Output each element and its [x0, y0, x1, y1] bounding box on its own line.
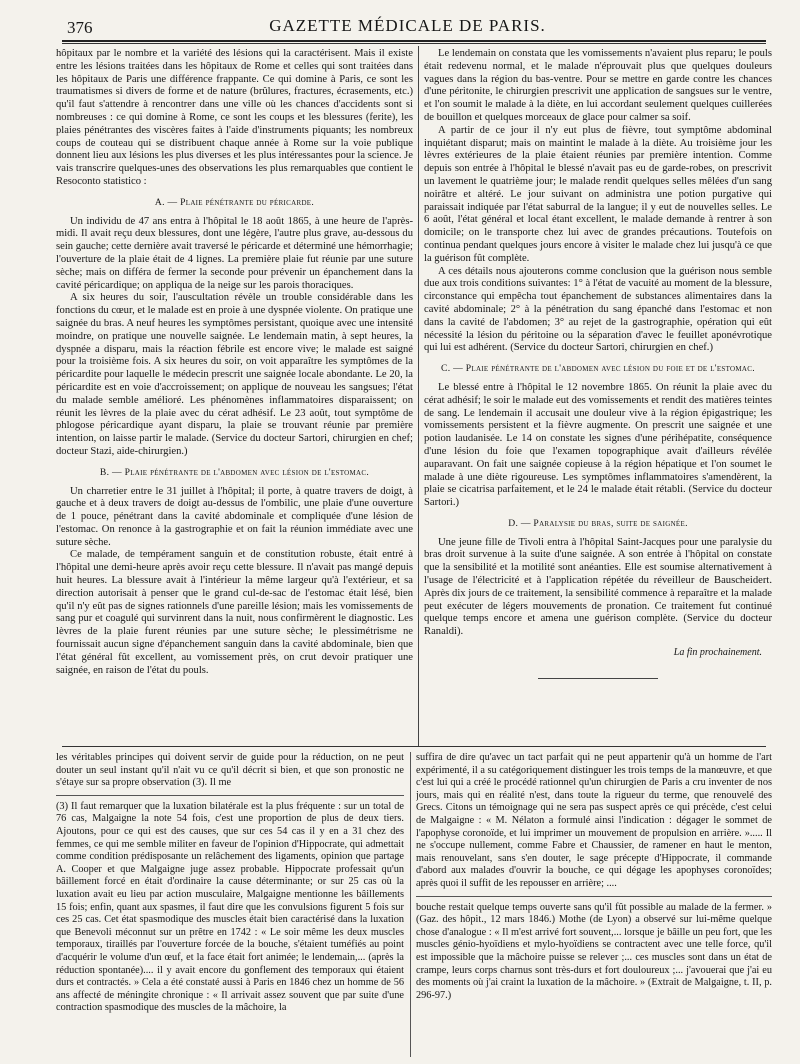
column-separator	[418, 46, 419, 746]
left-column	[56, 48, 413, 743]
section-c-heading: C. — Plaie pénétrante de l'abdomen avec lésion du foie et de l'estomac.	[441, 363, 755, 375]
footnotes-right	[416, 752, 772, 1057]
right-paragraph-1: Le lendemain on constata que les vomissements n'avaient plus reparu; le pouls était redevenu normal, et le malade n'éprouvait plus que quelques douleurs vagues dans la région du bas-ventre. Pour se mettre en garde contre les chances d'une péritonite, le chirurgien prescrivit une application de sangsues sur le ventre, et l'on soumit le malade à la diète, en lui accordant seulement quelques cuillerées de bouillon et quelques morceaux de glace pour calmer sa soif.	[424, 48, 772, 123]
footnote-divider-right	[416, 896, 772, 897]
header-rule	[62, 40, 766, 42]
section-a-paragraph-1: Un individu de 47 ans entra à l'hôpital le 18 août 1865, à une heure de l'après-midi. Il avait reçu deux blessures, dont une légère, l'autre plus grave, au-dessous du sein gauche; cette dernière avait traversé le péricarde et déterminé une hémorrhagie; l'ouverture de la plaie était de 4 lignes. La première plaie fut réunie par une suture sèche; mais on différa de fermer la seconde pour prévenir un épanchement dans la cavité péricardique; on appliqua de la neige sur les parois thoraciques.	[56, 215, 413, 291]
right-column	[424, 48, 772, 728]
end-rule	[538, 678, 658, 679]
footnote-3: (3) Il faut remarquer que la luxation bilatérale est la plus fréquente : sur un total de 76 cas, Malgaigne la note 54 fois, c'est une proportion de plus de deux tiers. Ajoutons, pour ce qui est des causes, que sur ces 54 cas il y en a 31 chez des femmes, ce qui me semble militer en faveur de l'opinion d'Hippocrate, qui admettait comme condition prédisposante un relâchement des ligaments, opinion que partage A. Cooper et que Malgaigne juge assez probable. Hippocrate professait qu'un bâillement forcé en était d'ordinaire la cause déterminante; or sur 25 cas où la luxation avait eu lieu par action musculaire, Malgaigne mentionne les bâillements 15 fois; enfin, quant aux spasmes, il faut dire que les convulsions figurent 5 fois sur ces 25 cas. Cet état spasmodique des muscles était bien caractérisé dans la luxation que Benevoli méconnut sur un prêtre en 1742 : « Le soir même les deux muscles temporaux, tiraillés par l'ouverture forcée de la bouche, s'étaient tuméfiés au point d'acquérir le volume d'un œuf, et la face était fort animée; le lendemain,... (après la réduction spontanée).... il y avait encore du gonflement des temporaux qui étaient durs et contractés. » Cela a été constaté aussi à Paris en 1846 chez un homme de 56 ans affecté de méningite chronique : « Il arrivait assez souvent que par suite d'une contraction spasmodique des muscles de la mâchoire, la	[56, 800, 404, 1014]
to-be-continued: La fin prochainement.	[673, 647, 762, 659]
page-header	[55, 12, 760, 42]
page-number: 376	[67, 18, 93, 37]
right-paragraph-3: A ces détails nous ajouterons comme conclusion que la guérison nous semble due aux trois conditions suivantes: 1° à l'état de vacuité au moment de la blessure, circonstance qui empêcha tout épanchement de substances alimentaires dans la cavité abdominale; 2° à la pénétration du sang épanché dans l'estomac et non dans la cavité de l'abdomen; 3° au rejet de la gastrographie, opération qui eût nécessité la lésion du péritoine ou la séparation d'avec le feuillet aponévrotique qui lui est adhérent. (Service du docteur Sartori, chirurgien en chef.)	[424, 265, 772, 354]
footnote-carry-right: suffira de dire qu'avec un tact parfait qui ne peut appartenir qu'à un homme de l'art expérimenté, il a su catégoriquement distinguer les trois temps de la manœuvre, et que c'est lui qui a créé le procédé rationnel qu'un chirurgien de Paris a cru inventer de nos jours, mais qui en réalité n'est, dans toute la rigueur du terme, que renouvelé des Grecs. Citons un témoignage qui ne sera pas suspect après ce qui précède, c'est celui de Malgaigne : « M. Nélaton a formulé ainsi l'indication : dégager le sommet de l'apophyse coronoïde, et lui imprimer un mouvement de propulsion en arrière. »..... Il ne s'occupe nullement, comme Fabre et Chaussier, de ramener en haut le menton, mais renouvelant, sans s'en douter, le sage précepte d'Hippocrate, il commande d'abord aux malades d'ouvrir la bouche, ce qui dégage les apophyses coronoïdes; après quoi il suffit de les repousser en arrière; ....	[416, 752, 772, 889]
section-b-paragraph-1: Un charretier entre le 31 juillet à l'hôpital; il porte, à quatre travers de doigt, à gauche et à deux travers de doigt au-dessus de l'ombilic, une plaie d'une ouverture de 1 pouce, pénétrant dans la cavité abdominale et compliquée d'une lésion de l'estomac. On renonce à la gastrographie et on fait la réunion immédiate avec une suture sèche.	[56, 485, 413, 548]
footnote-carry-left: les véritables principes qui doivent servir de guide pour la réduction, on ne peut douter un seul instant qu'il n'ait vu ce qu'il décrit si bien, et que son pronostic ne s'étaye sur sa propre observation (3). Il me	[56, 752, 404, 789]
footnote-3-continued: bouche restait quelque temps ouverte sans qu'il fût possible au malade de la fermer. » (Gaz. des hôpit., 12 mars 1846.) Mothe (de Lyon) a observé sur lui-même quelque chose d'analogue : « Il m'est arrivé fort souvent,... lorsque je bâille un peu fort, que les muscles génio-hyoïdiens et mylo-hyoïdiens se contractent avec une telle force, qu'il est impossible que la mâchoire puisse se relever ;... ces muscles sont dans un état de crampe, leurs corps charnus sont très-durs et fort douloureux ;... j'avouerai que j'ai eu des moments où j'ai craint la luxation de la mâchoire. » (Extrait de Malgaigne, t. II, p. 296-97.)	[416, 901, 772, 1001]
section-d-heading: D. — Paralysie du bras, suite de saignée.	[508, 517, 688, 529]
section-a-paragraph-2: A six heures du soir, l'auscultation révèle un trouble considérable dans les fonctions du cœur, et le malade est en proie à une dyspnée violente. On pratique une saignée du bras. A neuf heures les symptômes persistant, quoique avec une intensité moindre, on pratique une nouvelle saignée. Le lendemain matin, à sept heures, la dyspnée a disparu, mais la réaction fébrile est encore vive; le malade est saigné pour la troisième fois. A six heures du soir, on voit apparaître les symptômes de la péricardite pour laquelle le médecin prescrit une saignée locale abondante. Le 20, la péricardite est en voie d'accroissement; on applique de nouveau les sangsues; l'état du malade semble amélioré. Les phénomènes inflammatoires disparaissent; on réunit les lèvres de la plaie avec du cérat adhésif. Le 23 août, tout symptôme de phlogose péricardique ayant disparu, la plaie se trouvant réunie par première intention, on laisse partir le malade. (Service du docteur Sartori, chirurgien en chef; docteur Stazi, aide-chirurgien.)	[56, 292, 413, 457]
footnote-rule	[62, 746, 766, 747]
footnote-divider-left	[56, 795, 404, 796]
running-title: GAZETTE MÉDICALE DE PARIS.	[269, 16, 546, 35]
footnote-column-separator	[410, 752, 411, 1057]
section-d-paragraph-1: Une jeune fille de Tivoli entra à l'hôpital Saint-Jacques pour une paralysie du bras droit survenue à la suite d'une saignée. A son entrée à l'hôpital on constate que la sensibilité et la motilité sont anéanties. Elle est soumise alternativement à l'usage de l'électricité et à l'application répétée du réveilleur de Bauscheidert. Après dix jours de ce traitement, la sensibilité commence à reparaître et la malade peut exécuter de légers mouvements de pronation. Ce traitement fut continué quelque temps encore et amena une guérison complète. (Service du docteur Ranaldi).	[424, 536, 772, 638]
footnotes-left	[56, 752, 404, 1057]
section-b-paragraph-2: Ce malade, de tempérament sanguin et de constitution robuste, était entré à l'hôpital une demi-heure après avoir reçu cette blessure. Il n'avait pas mangé depuis huit heures. La blessure avait à l'intérieur la même largeur qu'à l'extérieur, et sa direction autorisait à penser que le grand cul-de-sac de l'estomac était lésé, bien qu'il n'y eût pas de signes rationnels d'une pareille lésion; mais les vomissements de sang pur et coagulé qui survinrent dans la nuit, nous confirmèrent le diagnostic. Les lèvres de la plaie furent réunies par une suture sèche; le plessimétrisme ne fournissait aucun signe d'épanchement sanguin dans la cavité abdominale, bien que l'état général fût excellent, au vomissement près, on crut devoir pratiquer une saignée, en raison de l'état du pouls.	[56, 549, 413, 676]
header-rule-thin	[62, 43, 766, 44]
section-c-paragraph-1: Le blessé entre à l'hôpital le 12 novembre 1865. On réunit la plaie avec du cérat adhésif; le soir le malade eut des vomissements et rendit des matières teintes de sang. Le lendemain il accusait une douleur vive à la région épigastrique; les vomissements persistent et la fièvre augmente. On prescrit une saignée et une potion laudanisée. Le 14 on constate les signes d'une périhépatite, conséquence d'une lésion du foie que l'examen topographique avait d'ailleurs révélée auparavant. On fait une saignée copieuse à la région hépatique et l'on soumet le malade à une diète rigoureuse. Les symptômes inflammatoires s'amendèrent, la plaie se cicatrisa parfaitement, et le 24 le malade était rétabli. (Service du docteur Sartori.)	[424, 381, 772, 509]
intro-paragraph: hôpitaux par le nombre et la variété des lésions qui la caractérisent. Mais il existe entre les lésions traitées dans les hôpitaux de Rome et celles qui sont traitées dans les hôpitaux de Paris une différence frappante. Ce qui domine à Paris, ce sont les traumatismes si divers de forme et de nature (brûlures, fractures, écrasements, etc.) qu'il faut s'attendre à rencontrer dans une ville où les chances d'accidents sont si nombreuses : ce qui domine à Rome, ce sont les coups et les blessures (ferite), les plaies pénétrantes des viscères faites à l'aide d'instruments piquants; les nombreux coups de couteau qui se distribuent chaque année à Rome sur la voie publique donnent lieu aux lésions les plus diverses et les plus intéressantes pour la science. Je vais transcrire quelques-unes des observations les plus remarquables que contient le Resoconto statistico :	[56, 48, 413, 187]
section-b-heading: B. — Plaie pénétrante de l'abdomen avec lésion de l'estomac.	[99, 466, 370, 478]
right-paragraph-2: A partir de ce jour il n'y eut plus de fièvre, tout symptôme abdominal inquiétant disparut; mais on maintint le malade à la diète. Au troisième jour les lèvres extérieures de la plaie étaient réunies par première intention. Comme depuis son entrée à l'hôpital le blessé n'avait pas eu de garde-robes, on prescrivit un lavement le quatrième jour; le malade rendit quelques selles mêlées d'un sang noirâtre et altéré. Le jour suivant on administra une potion purgative qui paraissait indiquée par l'état saburral de la langue; il y eut de nouvelles selles. Le 6 août, l'état général et local étant excellent, le malade demande à rentrer à son domicile; on le transporte chez lui avec de grandes précautions. Toutefois on continua pendant quelques jours encore à visiter le malade chez lui jusqu'à ce que la guérison fût complète.	[424, 124, 772, 264]
section-a-heading: A. — Plaie pénétrante du péricarde.	[154, 196, 315, 208]
